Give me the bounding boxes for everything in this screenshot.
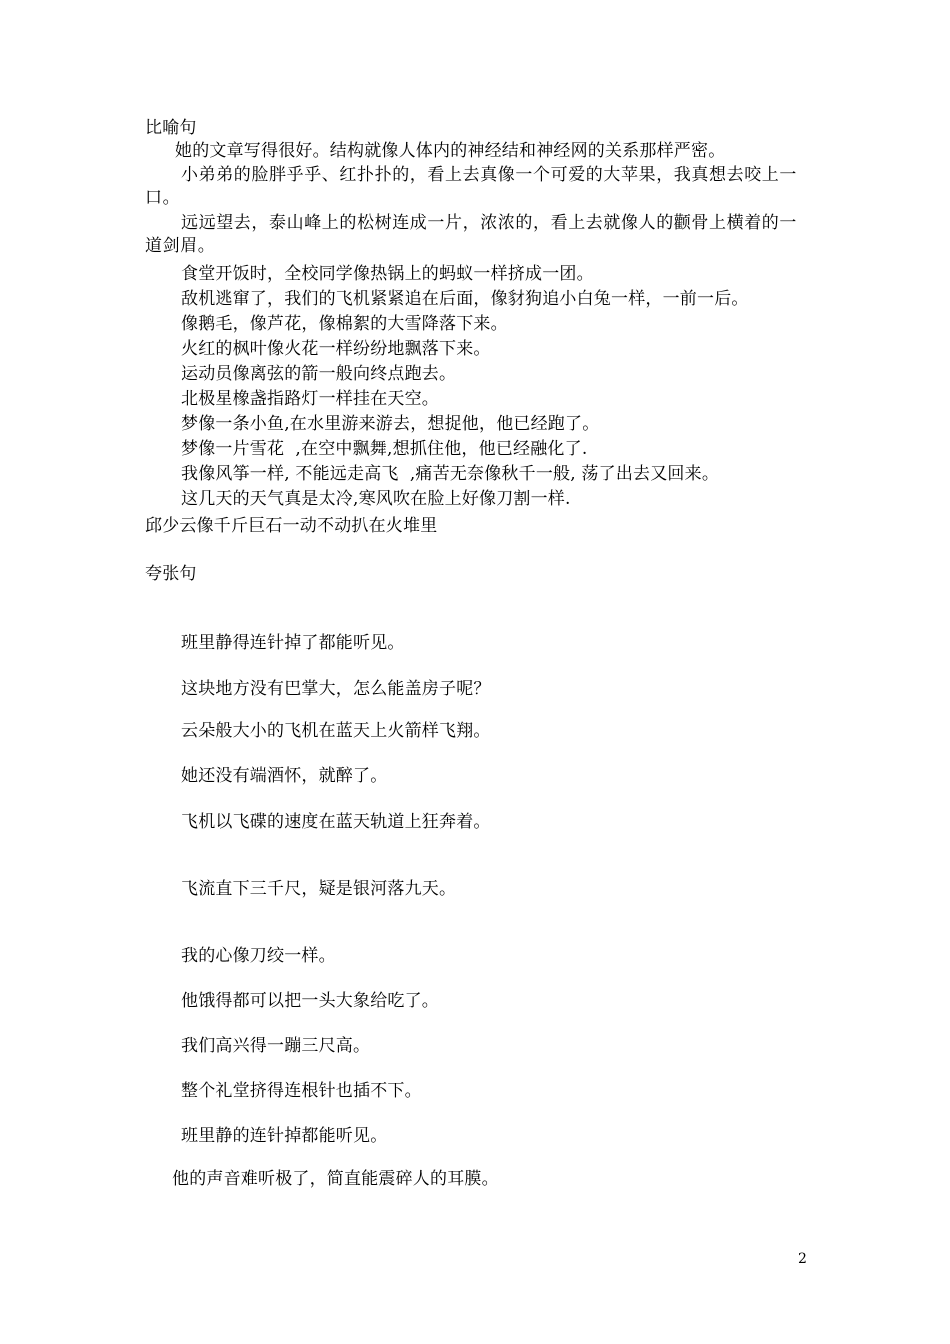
hyperbole-sentence: 我们高兴得一蹦三尺高。 [181, 1036, 371, 1056]
hyperbole-sentence: 我的心像刀绞一样。 [181, 946, 336, 966]
simile-sentence: 我像风筝一样, 不能远走高飞 ,痛苦无奈像秋千一般, 荡了出去又回来。 [181, 464, 720, 484]
hyperbole-sentence: 云朵般大小的飞机在蓝天上火箭样飞翔。 [181, 721, 491, 741]
simile-sentence: 运动员像离弦的箭一般向终点跑去。 [181, 364, 457, 384]
simile-sentence: 像鹅毛，像芦花，像棉絮的大雪降落下来。 [181, 314, 508, 334]
simile-sentence: 她的文章写得很好。结构就像人体内的神经结和神经网的关系那样严密。 [175, 141, 726, 161]
hyperbole-heading: 夸张句 [145, 564, 197, 584]
hyperbole-sentence: 她还没有端酒怀，就醉了。 [181, 766, 388, 786]
hyperbole-sentence: 班里静得连针掉了都能听见。 [181, 633, 405, 653]
hyperbole-sentence: 这块地方没有巴掌大，怎么能盖房子呢？ [181, 679, 491, 699]
simile-sentence: 梦像一条小鱼,在水里游来游去，想捉他，他已经跑了。 [181, 414, 600, 434]
simile-sentence: 小弟弟的脸胖乎乎、红扑扑的，看上去真像一个可爱的大苹果，我真想去咬上一口。 [145, 165, 797, 208]
hyperbole-sentence: 飞机以飞碟的速度在蓝天轨道上狂奔着。 [181, 812, 491, 832]
simile-sentence: 邱少云像千斤巨石一动不动扒在火堆里 [145, 516, 438, 536]
hyperbole-sentence: 班里静的连针掉都能听见。 [181, 1126, 388, 1146]
simile-sentence: 敌机逃窜了，我们的飞机紧紧追在后面，像豺狗追小白兔一样，一前一后。 [181, 289, 749, 309]
simile-heading: 比喻句 [145, 118, 197, 138]
simile-sentence: 梦像一片雪花 ,在空中飘舞,想抓住他，他已经融化了. [181, 439, 588, 459]
simile-sentence: 食堂开饭时，全校同学像热锅上的蚂蚁一样挤成一团。 [181, 264, 594, 284]
page-number: 2 [798, 1251, 807, 1267]
simile-sentence: 火红的枫叶像火花一样纷纷地飘落下来。 [181, 339, 491, 359]
simile-sentence: 北极星橡盏指路灯一样挂在天空。 [181, 389, 439, 409]
simile-sentence: 远远望去，泰山峰上的松树连成一片，浓浓的，看上去就像人的颧骨上横着的一道剑眉。 [145, 213, 797, 256]
hyperbole-sentence: 飞流直下三千尺，疑是银河落九天。 [181, 879, 457, 899]
simile-sentence: 这几天的天气真是太冷,寒风吹在脸上好像刀割一样. [181, 489, 571, 509]
hyperbole-sentence: 他的声音难听极了，简直能震碎人的耳膜。 [172, 1169, 499, 1189]
hyperbole-sentence: 整个礼堂挤得连根针也插不下。 [181, 1081, 422, 1101]
hyperbole-sentence: 他饿得都可以把一头大象给吃了。 [181, 991, 439, 1011]
